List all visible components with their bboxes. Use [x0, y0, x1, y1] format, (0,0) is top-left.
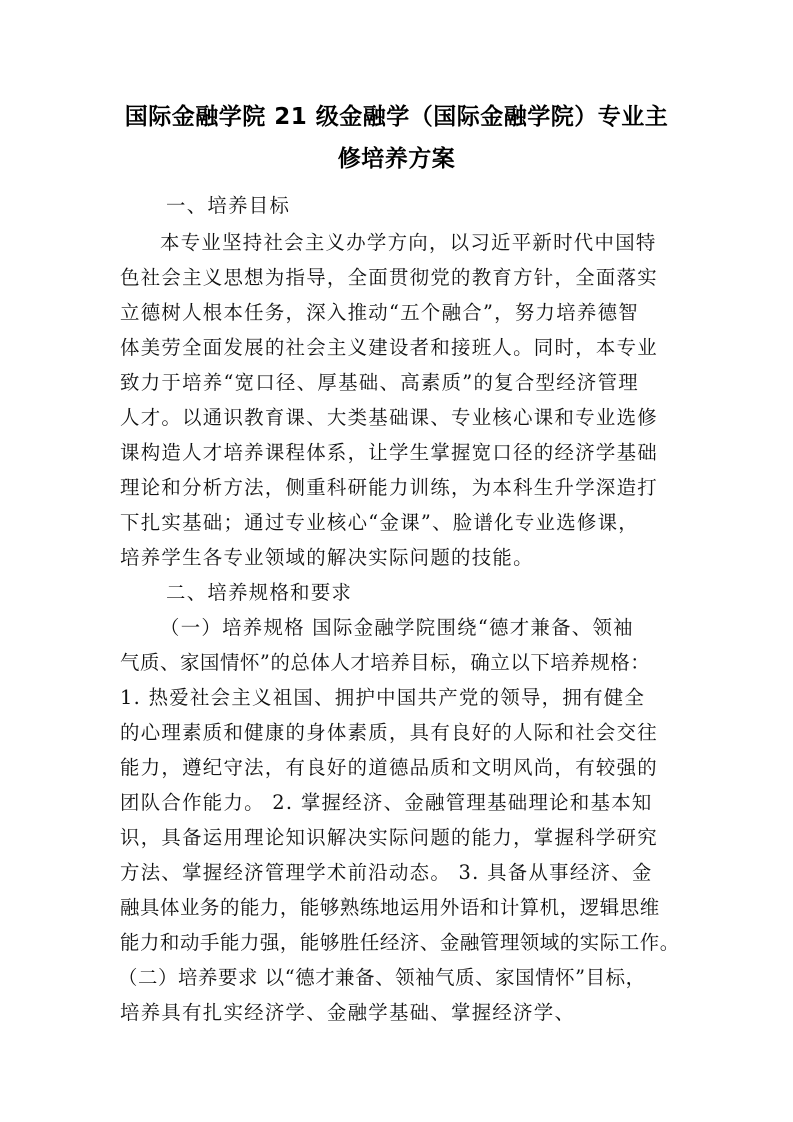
paragraph-line: 识，具备运用理论知识解决实际问题的能力，掌握科学研究	[120, 826, 658, 849]
section-heading-objectives: 一、培养目标	[166, 194, 291, 217]
paragraph-line: 培养具有扎实经济学、金融学基础、掌握经济学、	[120, 1001, 576, 1024]
paragraph-line: 致力于培养“宽口径、厚基础、高素质”的复合型经济管理	[120, 371, 639, 394]
paragraph-line: 本专业坚持社会主义办学方向，以习近平新时代中国特	[160, 231, 657, 254]
subsection-heading-requirements: （二）培养要求 以“德才兼备、领袖气质、家国情怀”目标，	[118, 966, 646, 989]
paragraph-line: 能力，遵纪守法，有良好的道德品质和文明风尚，有较强的	[120, 756, 658, 779]
paragraph-line: 下扎实基础；通过专业核心“金课”、脸谱化专业选修课，	[120, 511, 639, 534]
paragraph-line: 理论和分析方法，侧重科研能力训练，为本科生升学深造打	[120, 476, 658, 499]
section-heading-requirements: 二、培养规格和要求	[166, 581, 353, 604]
document-title-line-2: 修培养方案	[337, 146, 456, 172]
paragraph-line: 能力和动手能力强，能够胜任经济、金融管理领域的实际工作。	[120, 931, 680, 954]
paragraph-line: 体美劳全面发展的社会主义建设者和接班人。同时，本专业	[120, 336, 658, 359]
paragraph-line: 课构造人才培养课程体系，让学生掌握宽口径的经济学基础	[120, 441, 658, 464]
paragraph-line: 融具体业务的能力，能够熟练地运用外语和计算机，逻辑思维	[120, 896, 660, 919]
paragraph-line: 的心理素质和健康的身体素质，具有良好的人际和社会交往	[120, 721, 658, 744]
paragraph-line: 立德树人根本任务，深入推动“五个融合”，努力培养德智	[120, 301, 639, 324]
subsection-heading-specifications: （一）培养规格 国际金融学院围绕“德才兼备、领袖	[160, 616, 634, 639]
paragraph-line: 人才。以通识教育课、大类基础课、专业核心课和专业选修	[120, 406, 658, 429]
paragraph-line: 气质、家国情怀”的总体人才培养目标，确立以下培养规格：	[120, 651, 651, 674]
list-item-1: 1. 热爱社会主义祖国、拥护中国共产党的领导，拥有健全	[120, 686, 646, 709]
paragraph-line: 培养学生各专业领域的解决实际问题的技能。	[120, 546, 534, 569]
document-title-line-1: 国际金融学院 21 级金融学（国际金融学院）专业主	[124, 104, 669, 130]
paragraph-line: 色社会主义思想为指导，全面贯彻党的教育方针，全面落实	[120, 266, 658, 289]
paragraph-line: 方法、掌握经济管理学术前沿动态。 3. 具备从事经济、金	[120, 861, 653, 884]
paragraph-line: 团队合作能力。 2. 掌握经济、金融管理基础理论和基本知	[120, 791, 653, 814]
